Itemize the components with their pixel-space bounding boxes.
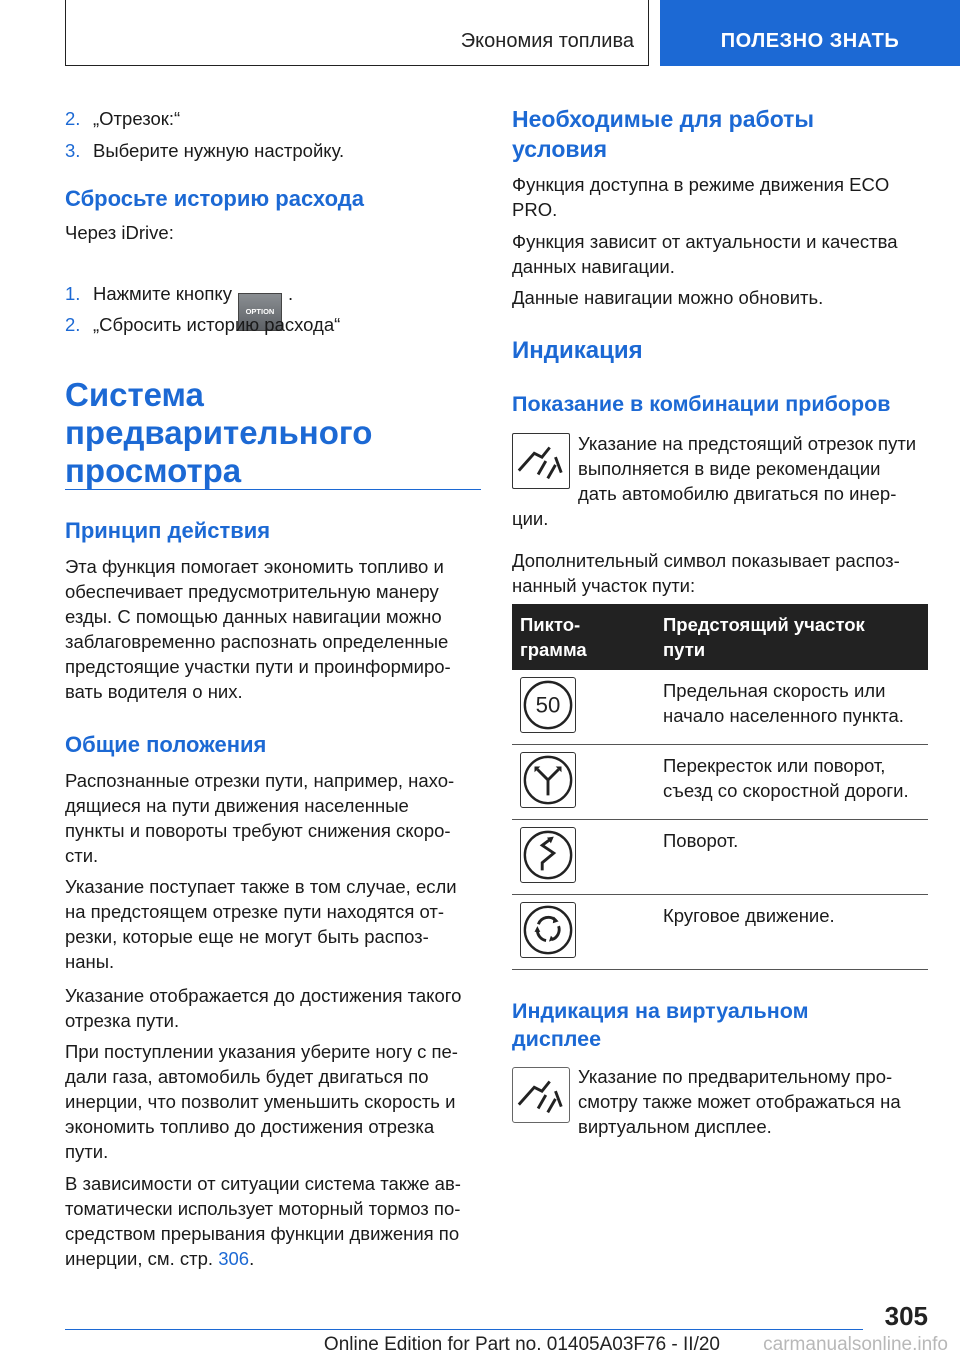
- principle-paragraph: [65, 554, 485, 704]
- general-paragraph-5: [65, 1171, 485, 1271]
- text-line: на предстоящем отрезке пути находятся от-: [65, 901, 444, 922]
- indication-heading: Индикация: [512, 337, 643, 364]
- page-reference-link[interactable]: 306: [218, 1248, 250, 1269]
- text-line: средством прерывания функции движения по: [65, 1223, 460, 1244]
- text-line: Данные навигации можно обновить.: [512, 287, 824, 308]
- header-line: Пикто-: [520, 614, 581, 635]
- text-line: экономить топливо до достижения отрезка: [65, 1116, 435, 1137]
- text-line: начало населенного пункта.: [663, 705, 904, 726]
- text-line: Эта функция помогает экономить топливо и: [65, 556, 444, 577]
- reset-history-heading: Сбросьте историю расхода: [65, 186, 364, 211]
- list-number: 3.: [65, 140, 81, 161]
- text-line: Функция зависит от актуальности и качества: [512, 231, 898, 252]
- text-line: Функция доступна в режиме движения ECO: [512, 174, 890, 195]
- hud-coasting-icon: [512, 1067, 570, 1123]
- text-line: наны.: [65, 951, 115, 972]
- table-row: [512, 670, 928, 745]
- list-text-after: .: [287, 283, 294, 304]
- table-header: [512, 604, 928, 670]
- list-text: Выберите нужную настройку.: [93, 140, 345, 161]
- text-line: пункты и повороты требуют снижения скоро-: [65, 820, 451, 841]
- header-line: Предстоящий участок: [663, 614, 865, 635]
- main-heading-line: просмотра: [65, 452, 242, 489]
- list-number: 1.: [65, 283, 81, 304]
- table-header-col2: [663, 612, 865, 662]
- extra-symbol-paragraph: [512, 548, 932, 598]
- text-line: Дополнительный символ показывает распоз-: [512, 550, 900, 571]
- main-heading: [65, 376, 372, 490]
- cluster-paragraph-end: [512, 506, 548, 531]
- speed-limit-value: 50: [535, 692, 561, 718]
- conditions-paragraph-1: [512, 172, 932, 222]
- hud-paragraph: [578, 1064, 938, 1139]
- text-line: Указание на предстоящий отрезок пути: [578, 433, 917, 454]
- conditions-paragraph-3: [512, 285, 932, 310]
- text-line: инерции, что позволит уменьшить скорость и: [65, 1091, 456, 1112]
- table-row: [512, 895, 928, 970]
- list-text: „Сбросить историю расхода“: [93, 314, 341, 335]
- table-row: [512, 820, 928, 895]
- text-line: [65, 1246, 485, 1271]
- header-chapter-tab: [660, 0, 960, 66]
- principle-heading: Принцип действия: [65, 518, 271, 543]
- heading-divider: [65, 489, 481, 490]
- text-line: Указание по предварительному про-: [578, 1066, 893, 1087]
- table-cell: [663, 828, 933, 853]
- reset-via-label: Через iDrive:: [65, 222, 174, 243]
- text-line: данных навигации.: [512, 256, 675, 277]
- edition-text: Online Edition for Part no. 01405A03F76 - II/20: [323, 1334, 720, 1355]
- list-number: 2.: [65, 108, 81, 129]
- text-line: езды. С помощью данных навигации можно: [65, 606, 442, 627]
- general-heading: Общие положения: [65, 732, 267, 757]
- text-line: смотру также может отображаться на: [578, 1091, 901, 1112]
- text-line: дали газа, автомобиль будет двигаться по: [65, 1066, 429, 1087]
- text-line: Перекресток или поворот,: [663, 755, 886, 776]
- text-span: инерции, см. стр.: [65, 1248, 214, 1269]
- speed-limit-50-icon: [520, 677, 576, 733]
- text-line: При поступлении указания уберите ногу с пе-: [65, 1041, 458, 1062]
- text-line: заблаговременно распознать определенные: [65, 631, 449, 652]
- text-line: Поворот.: [663, 830, 739, 851]
- text-line: ции.: [512, 508, 549, 529]
- list-text-label: Нажмите кнопку: [93, 283, 232, 304]
- text-line: Предельная скорость или: [663, 680, 886, 701]
- header-line: пути: [663, 639, 706, 660]
- table-header-col1: [520, 612, 587, 662]
- text-line: томатически использует моторный тормоз по-: [65, 1198, 461, 1219]
- page-number: 305: [884, 1301, 928, 1331]
- text-line: съезд со скоростной дороги.: [663, 780, 909, 801]
- table-cell: [663, 753, 933, 803]
- heading-line: Необходимые для работы: [512, 106, 815, 132]
- header-section-title: Экономия топлива: [460, 30, 634, 52]
- table-cell: [663, 903, 933, 928]
- cluster-heading: Показание в комбинации приборов: [512, 392, 891, 416]
- text-line: пути.: [65, 1141, 109, 1162]
- heading-line: Индикация на виртуальном: [512, 999, 809, 1023]
- junction-icon: [520, 752, 576, 808]
- header-section-tab: [65, 0, 649, 66]
- text-line: выполняется в виде рекомендации: [578, 458, 881, 479]
- option-button-icon: OPTION: [238, 293, 282, 331]
- roundabout-icon: [520, 902, 576, 958]
- text-line: Распознанные отрезки пути, например, нахо-: [65, 770, 455, 791]
- text-line: В зависимости от ситуации система также ав-: [65, 1173, 461, 1194]
- table-row: [512, 745, 928, 820]
- hud-heading: [512, 997, 809, 1053]
- main-heading-line: предварительного: [65, 414, 373, 451]
- general-paragraph-1: [65, 768, 485, 868]
- text-line: отрезка пути.: [65, 1010, 180, 1031]
- heading-line: дисплее: [512, 1027, 602, 1051]
- header-line: грамма: [520, 639, 587, 660]
- main-heading-line: Система: [65, 376, 204, 413]
- text-line: PRO.: [512, 199, 558, 220]
- text-line: сти.: [65, 845, 99, 866]
- text-line: Круговое движение.: [663, 905, 835, 926]
- cluster-paragraph: [578, 431, 938, 506]
- reset-via-text: [65, 220, 174, 245]
- heading-line: условия: [512, 136, 608, 162]
- text-line: Указание поступает также в том случае, если: [65, 876, 457, 897]
- general-paragraph-4: [65, 1039, 485, 1164]
- text-line: обеспечивает предусмотрительную манеру: [65, 581, 439, 602]
- watermark: carmanualsonline.info: [763, 1334, 948, 1355]
- text-span: .: [249, 1248, 255, 1269]
- footer-divider: [65, 1329, 863, 1330]
- text-line: дящиеся на пути движения населенные: [65, 795, 409, 816]
- conditions-paragraph-2: [512, 229, 932, 279]
- conditions-heading: [512, 104, 814, 164]
- coasting-road-icon: [512, 433, 570, 489]
- list-number: 2.: [65, 314, 81, 335]
- header-chapter-title: ПОЛЕЗНО ЗНАТЬ: [720, 30, 900, 52]
- text-line: нанный участок пути:: [512, 575, 696, 596]
- general-paragraph-2: [65, 874, 485, 974]
- text-line: Указание отображается до достижения такого: [65, 985, 462, 1006]
- table-cell: [663, 678, 933, 728]
- general-paragraph-3: [65, 983, 485, 1033]
- list-text: „Отрезок:“: [93, 108, 181, 129]
- text-line: виртуальном дисплее.: [578, 1116, 772, 1137]
- text-line: резки, которые еще не могут быть распоз-: [65, 926, 429, 947]
- text-line: дать автомобилю двигаться по инер-: [578, 483, 897, 504]
- curve-icon: [520, 827, 576, 883]
- text-line: предстоящие участки пути и проинформиро-: [65, 656, 451, 677]
- text-line: вать водителя о них.: [65, 681, 243, 702]
